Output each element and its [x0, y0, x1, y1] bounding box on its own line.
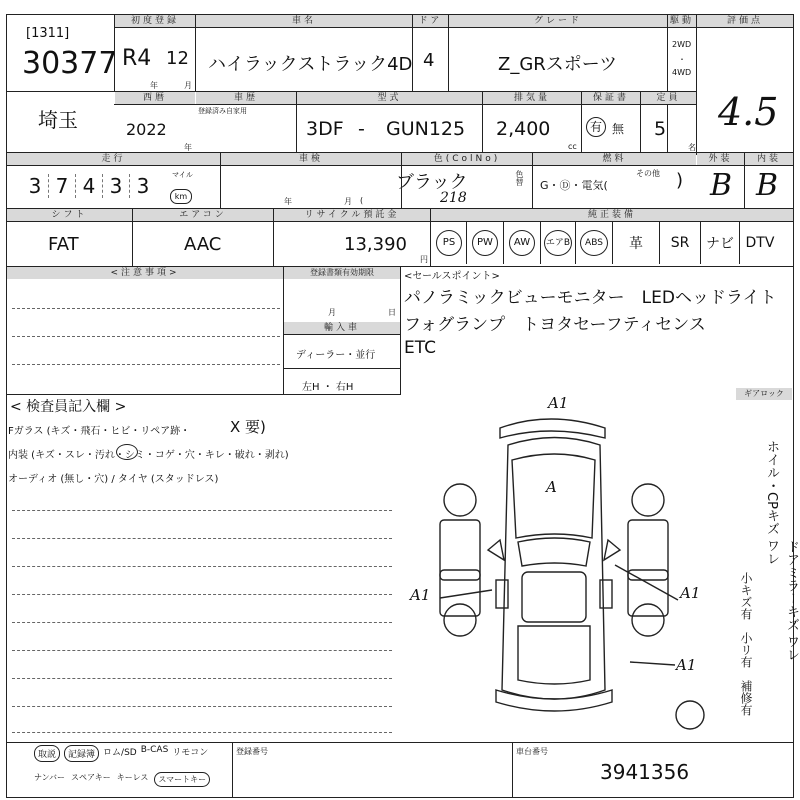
item-rom-sd: ロム/SD	[103, 748, 137, 758]
inspection-month-unit: 月	[344, 197, 352, 206]
hdr-displacement: 排気量	[483, 92, 581, 104]
dealer-label: ディーラー・並行	[296, 350, 376, 361]
stain-circle	[116, 444, 138, 460]
hdr-type: 型式	[297, 92, 482, 104]
hdr-drive: 駆動	[669, 16, 694, 26]
chassis-label: 車台番号	[516, 747, 548, 756]
fuel-options: G・Ⓓ・電気(	[540, 179, 608, 192]
expiry-day: 日	[388, 308, 396, 317]
hdr-sales-point: <セールスポイント>	[404, 271, 500, 282]
hdr-equipment: 純正装備	[431, 209, 793, 221]
side-note-mirror: ドアミラーキズ ワレ	[784, 540, 799, 662]
bottom-items-row1	[34, 745, 208, 762]
mark-left-side: A1	[410, 586, 431, 604]
hdr-interior: 内装	[745, 153, 793, 165]
reg-year-unit: 年	[150, 81, 158, 90]
equip-abs: ABS	[576, 222, 613, 264]
item-number-plate: ナンバー	[34, 773, 66, 782]
hdr-doors: ドア	[413, 15, 448, 27]
fuel-close: )	[676, 170, 684, 191]
mark-hood: A	[546, 478, 557, 496]
score-value: 4.5	[718, 90, 779, 134]
fuel-other: その他	[636, 169, 660, 178]
door-count: 4	[423, 50, 435, 71]
lot-number: 30377	[22, 46, 118, 81]
warranty-yes: 有	[586, 116, 606, 137]
chassis-number: 3941356	[600, 760, 690, 784]
hdr-caution: <注意事項>	[7, 267, 283, 279]
item-record-book: 記録簿	[64, 745, 99, 762]
hdr-doc-expiry: 登録書類有効期限	[284, 267, 400, 279]
mileage-digit: 7	[49, 174, 76, 198]
item-spare-key: スペアキー	[71, 773, 111, 782]
drive-dot: ・	[678, 55, 686, 64]
mark-front-bumper: A1	[548, 394, 569, 412]
unit-mile: マイル	[172, 171, 193, 179]
inspector-line-3: オーディオ (無し・穴) / タイヤ (スタッドレス)	[8, 474, 219, 485]
hdr-inspection: 車検	[221, 153, 401, 165]
cc-unit: cc	[568, 142, 577, 151]
model-year-unit: 年	[184, 143, 192, 152]
type-prefix: 3DF	[306, 118, 344, 140]
mileage-digits	[22, 174, 172, 198]
handle-label: 左H ・ 右H	[302, 382, 354, 393]
model-year: 2022	[126, 120, 167, 139]
inspector-title: < 検査員記入欄 >	[10, 399, 127, 415]
hdr-recycle: リサイクル預託金	[274, 209, 430, 221]
hdr-shift: シフト	[7, 209, 132, 221]
car-damage-diagram	[400, 390, 730, 740]
color-number: 218	[440, 190, 467, 206]
mileage-digit: 3	[103, 174, 130, 198]
equip-leather: 革	[613, 222, 660, 264]
hdr-grade: グレード	[449, 15, 667, 27]
hdr-aircon: エアコン	[133, 209, 273, 221]
grade: Z_GRスポーツ	[498, 54, 618, 75]
side-note-repair: 小キズ有 小リ有 補修有	[739, 572, 753, 716]
recycle-unit: 円	[420, 255, 428, 264]
item-keyless: キーレス	[116, 773, 149, 782]
hdr-gear-lock: ギアロック	[736, 388, 792, 400]
reg-month-unit: 月	[184, 81, 192, 90]
lane-number: [1311]	[26, 26, 70, 41]
hdr-year: 西暦	[115, 92, 195, 104]
inspector-line-1: Fガラス (キズ・飛石・ヒビ・リペア跡・	[8, 426, 191, 437]
hdr-fuel: 燃料	[533, 153, 696, 165]
unit-km: km	[170, 184, 192, 204]
capacity-unit: 名	[688, 143, 696, 152]
recycle-value: 13,390	[344, 234, 407, 255]
item-manual: 取説	[34, 745, 60, 762]
capacity-value: 5	[654, 118, 667, 140]
equip-aw: AW	[504, 222, 541, 264]
equip-sr: SR	[660, 222, 701, 264]
sales-point-2: フォグランプ トヨタセーフティセンス	[404, 315, 706, 335]
shift-value: FAT	[48, 234, 79, 255]
hdr-history: 車歴	[196, 92, 296, 104]
equip-dtv: DTV	[745, 235, 775, 251]
drive-2wd: 2WD	[672, 40, 692, 49]
hdr-color: 色(ColNo)	[402, 153, 532, 165]
reg-no-label: 登録番号	[236, 747, 268, 756]
hdr-capacity: 定員	[641, 92, 696, 104]
inspector-line-2: 内装 (キズ・スレ・汚れ・シミ・コゲ・穴・キレ・破れ・剥れ)	[8, 450, 289, 461]
hdr-warranty: 保証書	[582, 92, 640, 104]
history-note: 登録済み自家用	[198, 107, 247, 115]
mileage-digit: 3	[22, 174, 49, 198]
hdr-first-reg: 初度登録	[115, 15, 195, 27]
aircon-value: AAC	[184, 234, 222, 255]
car-name: ハイラックストラック4D	[208, 54, 413, 75]
expiry-month: 月	[328, 308, 336, 317]
hdr-exterior: 外装	[697, 153, 744, 165]
equip-pw: PW	[467, 222, 504, 264]
equip-navi: ナビ	[701, 222, 740, 264]
sales-point-1: パノラミックビューモニター LEDヘッドライト	[404, 288, 777, 308]
color-change: 色替	[515, 170, 524, 186]
mark-right-side: A1	[680, 584, 701, 602]
exterior-grade: B	[710, 168, 733, 203]
sales-point-3: ETC	[404, 338, 436, 358]
type-dash: -	[358, 118, 365, 140]
interior-grade: B	[756, 168, 779, 203]
equip-airbag: エアB	[541, 222, 576, 264]
import-label: 輸入車	[284, 322, 400, 334]
equipment-list	[432, 222, 794, 264]
type-code: GUN125	[386, 118, 466, 140]
xneed-mark: X 要)	[230, 418, 266, 436]
hdr-car-name: 車名	[196, 15, 412, 27]
mileage-digit: 4	[76, 174, 103, 198]
bottom-items-row2	[34, 772, 210, 787]
side-note-wheel: ホイル・CPキズ ワレ	[764, 440, 779, 566]
reg-era: R4	[122, 46, 152, 71]
prefecture: 埼玉	[38, 108, 78, 132]
mark-rear-right: A1	[676, 656, 697, 674]
color-name: ブラック	[396, 172, 468, 193]
drive-4wd: 4WD	[672, 68, 692, 77]
inspection-year-unit: 年	[284, 197, 292, 206]
hdr-score: 評価点	[697, 15, 793, 27]
displacement-value: 2,400	[496, 118, 551, 140]
item-bcas: B-CAS	[140, 745, 169, 755]
equip-ps: PS	[432, 222, 467, 264]
hdr-mileage: 走行	[7, 153, 220, 165]
reg-month: 12	[166, 48, 189, 69]
item-remote: リモコン	[172, 748, 209, 758]
mileage-digit: 3	[136, 174, 150, 198]
warranty-no: 無	[612, 122, 625, 136]
item-smart-key: スマートキー	[154, 772, 210, 787]
